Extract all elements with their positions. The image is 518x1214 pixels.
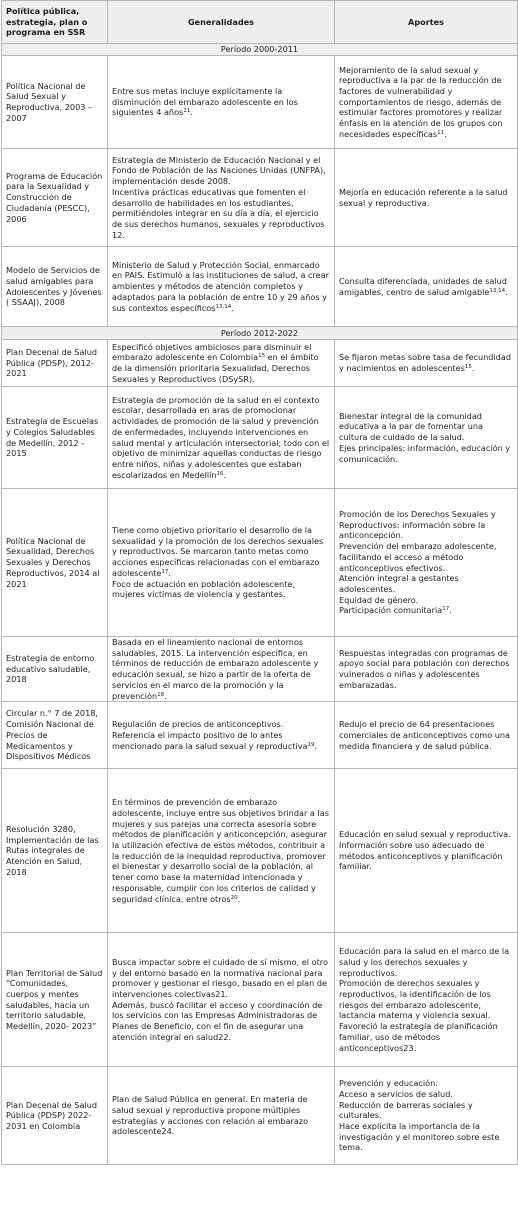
paragraph-text: Hace explícita la importancia de la investigación y el monitoreo sobre este tema.	[339, 1121, 500, 1153]
paragraph-text: Participación comunitaria	[339, 605, 443, 616]
cell-paragraph	[112, 86, 330, 118]
cell-paragraph	[339, 411, 513, 443]
generalidades-cell	[108, 933, 335, 1067]
table-row	[2, 702, 518, 769]
paragraph-text: Referencia el impacto positivo de lo antes mencionado para la salud sexual y reproductiva	[112, 729, 308, 751]
citation-superscript: 11	[437, 129, 445, 136]
generalidades-cell	[108, 637, 335, 702]
period-row	[2, 327, 518, 340]
paragraph-end: .	[444, 128, 447, 139]
paragraph-end: .	[231, 302, 234, 313]
paragraph-text: Se fijaron metas sobre tasa de fecundidad y nacimientos en adolescentes	[339, 352, 511, 373]
generalidades-cell	[108, 247, 335, 327]
table-header-row	[2, 1, 518, 44]
table-row	[2, 149, 518, 247]
citation-superscript: 18	[157, 691, 165, 698]
cell-paragraph	[339, 1021, 513, 1053]
cell-paragraph	[112, 525, 330, 579]
cell-paragraph	[339, 719, 513, 751]
paragraph-end: .	[223, 469, 227, 480]
paragraph-text: Bienestar integral de la comunidad educativa a la par de fomentar una cultura de cuidado de la salud.	[339, 410, 484, 443]
generalidades-cell	[108, 340, 335, 387]
cell-paragraph	[112, 260, 330, 314]
cell-paragraph	[112, 155, 330, 187]
paragraph-end: .	[237, 893, 241, 904]
paragraph-text: Foco de actuación en población adolescente, mujeres víctimas de violencia y gestantes.	[112, 578, 295, 600]
cell-paragraph	[112, 957, 330, 1000]
generalidades-cell	[108, 769, 335, 933]
aportes-cell	[335, 149, 518, 247]
paragraph-text: Mejoramiento de la salud sexual y reproductiva a la par de la reducción de factores de vulnerabilidad y comportamientos de riesgo, además de estimular factores promotores y realizar énfasis en la atención de los grupos con necesidades específicas	[339, 64, 503, 139]
policy-name-cell: Política Nacional de Sexualidad, Derechos Sexuales y Derechos Reproductivos, 2014 al 2021	[2, 489, 108, 637]
paragraph-text: Respuestas integradas con programas de apoyo social para población con derechos vulnerados o niñas y adolescentes embarazadas.	[339, 647, 510, 690]
cell-paragraph	[112, 637, 330, 701]
header-aportes: Aportes	[335, 1, 518, 44]
policy-name-cell: Estrategia de Escuelas y Colegios Saludables de Medellín, 2012 - 2015	[2, 387, 108, 489]
citation-superscript: 20	[230, 894, 238, 901]
table-row	[2, 933, 518, 1067]
table-row	[2, 387, 518, 489]
paragraph-text: Busca impactar sobre el cuidado de sí mismo, el otro y del entorno basado en la normativa nacional para promover y gestionar el riesgo, basado en el plan de intervenciones colectivas21.	[112, 956, 328, 1000]
generalidades-cell	[108, 702, 335, 769]
paragraph-text: Prevención y educación.	[339, 1078, 438, 1089]
paragraph-end: .	[314, 740, 318, 751]
citation-superscript: 17	[442, 606, 450, 613]
cell-paragraph	[112, 1000, 330, 1043]
policy-name-cell: Plan Territorial de Salud “Comunidades, cuerpos y mentes saludables, hacia un territorio saludable, Medellín, 2020- 2023”	[2, 933, 108, 1067]
citation-superscript: 17	[161, 568, 169, 575]
table-row	[2, 56, 518, 149]
paragraph-text: Consulta diferenciada, unidades de salud amigables, centro de salud amigable	[339, 275, 507, 297]
aportes-cell	[335, 1067, 518, 1165]
generalidades-cell	[108, 387, 335, 489]
paragraph-text: Regulación de precios de anticonceptivos.	[112, 719, 284, 730]
cell-paragraph	[339, 573, 513, 594]
aportes-cell	[335, 247, 518, 327]
paragraph-text: Estrategia de promoción de la salud en el contexto escolar, desarrollada en aras de promocionar actividades de promoción de la salud y prevención de enfermedades, incluyendo intervenciones en salud mental y articulación intersectorial; todo con el objetivo de minimizar aquellas conductas de riesgo entre niños, niñas y adolescentes que estaban escolarizados en Medellín	[112, 394, 330, 480]
policy-table	[1, 0, 518, 1165]
paragraph-text: Educación para la salud en el marco de la salud y los derechos sexuales y reproductivos.	[339, 946, 510, 978]
cell-paragraph	[339, 595, 513, 606]
paragraph-text: Acceso a servicios de salud.	[339, 1088, 453, 1099]
cell-paragraph	[339, 1089, 513, 1100]
paragraph-text: Reducción de barreras sociales y culturales.	[339, 1099, 473, 1121]
table-row	[2, 1067, 518, 1165]
period-row	[2, 44, 518, 56]
paragraph-text: Entre sus metas incluye explícitamente la disminución del embarazo adolescente en los siguientes 4 años	[112, 85, 298, 118]
citation-superscript: 11	[183, 108, 191, 115]
policy-name-cell: Plan Decenal de Salud Pública (PDSP), 2012-2021	[2, 340, 108, 387]
aportes-cell	[335, 56, 518, 149]
cell-paragraph	[339, 443, 513, 464]
policy-name-cell: Resolución 3280, Implementación de las Rutas integrales de Atención en Salud, 2018	[2, 769, 108, 933]
citation-superscript: 19	[307, 741, 315, 748]
paragraph-text: Basada en el lineamiento nacional de entornos saludables, 2015. La intervención específica, en términos de reducción de embarazo adolescente y educación sexual, se hizo a partir de la oferta de servicios en el marco de la promoción y la prevención	[112, 637, 319, 701]
cell-paragraph	[339, 946, 513, 978]
cell-paragraph	[339, 541, 513, 573]
paragraph-text: Tiene como objetivo prioritario el desarrollo de la sexualidad y la promoción de los derechos sexuales y reproductivos. Se marcaron tanto metas como acciones específicas relacionadas con el embarazo adolescente	[112, 525, 324, 578]
generalidades-cell	[108, 149, 335, 247]
cell-paragraph	[339, 840, 513, 872]
citation-superscript: 13,14	[489, 287, 506, 294]
citation-superscript: 16	[216, 470, 224, 477]
generalidades-cell	[108, 56, 335, 149]
paragraph-end: en el ámbito de la dimensión prioritaria Sexualidad, Derechos Sexuales y Reproductivos (DSySR).	[112, 352, 319, 384]
paragraph-text: Ministerio de Salud y Protección Social, enmarcado en PAIS. Estimuló a las instituciones de salud, a crear ambientes y métodos de atención completos y adaptados para la población de entre 10 y 29 años y sus contextos específicos	[112, 259, 329, 313]
table-row	[2, 247, 518, 327]
cell-paragraph	[112, 395, 330, 481]
cell-paragraph	[339, 352, 513, 373]
cell-paragraph	[112, 342, 330, 385]
period-label: Período 2012-2022	[2, 327, 518, 340]
cell-paragraph	[112, 187, 330, 241]
paragraph-text: Incentiva prácticas educativas que fomenten el desarrollo de habilidades en los estudiantes, permitiéndoles integrar en su día a día, el ejercicio de sus derechos humanos, sexuales y reproductivos 12.	[112, 186, 325, 240]
cell-paragraph	[112, 797, 330, 904]
paragraph-text: Además, buscó facilitar el acceso y coordinación de los servicios con las Empresas Administradoras de Planes de Beneficio, con el fin de asegurar una atención integral en salud22.	[112, 999, 323, 1042]
paragraph-text: Información sobre uso adecuado de métodos anticonceptivos y planificación familiar.	[339, 840, 503, 872]
policy-name-cell: Política Nacional de Salud Sexual y Reproductiva, 2003 – 2007	[2, 56, 108, 149]
paragraph-text: Educación en salud sexual y reproductiva.	[339, 829, 511, 840]
generalidades-cell	[108, 489, 335, 637]
paragraph-end: .	[164, 690, 167, 701]
cell-paragraph	[339, 276, 513, 297]
paragraph-text: Mejoría en educación referente a la salud sexual y reproductiva.	[339, 186, 508, 208]
aportes-cell	[335, 489, 518, 637]
aportes-cell	[335, 702, 518, 769]
cell-paragraph	[112, 579, 330, 600]
cell-paragraph	[339, 605, 513, 616]
aportes-cell	[335, 769, 518, 933]
cell-paragraph	[112, 730, 330, 751]
paragraph-text: En términos de prevención de embarazo adolescente, incluye entre sus objetivos brindar a las mujeres y sus parejas una correcta asesoría sobre métodos de planificación y anticoncepción, asegurar la utilización efectiva de estos métodos, contribuir a la reducción de la inequidad reproductiva, promover el bienestar y desarrollo social de la población, al tener como base la maternidad intencionada y responsable, cumplir con los criterios de calidad y seguridad clínica, entre otros	[112, 797, 329, 904]
citation-superscript: 15	[464, 364, 472, 370]
cell-paragraph	[339, 65, 513, 140]
paragraph-end: .	[449, 605, 452, 616]
paragraph-text: Especificó objetivos ambiciosos para disminuir el embarazo adolescente en Colombia	[112, 341, 312, 363]
generalidades-cell	[108, 1067, 335, 1165]
policy-name-cell: Estrategia de entorno educativo saludable, 2018	[2, 637, 108, 702]
paragraph-end: .	[505, 286, 508, 297]
citation-superscript: 13,14	[215, 303, 232, 310]
paragraph-text: Redujo el precio de 64 presentaciones comerciales de anticonceptivos como una medida financiera y de salud pública.	[339, 719, 511, 751]
paragraph-text: Atención integral a gestantes adolescentes.	[339, 573, 459, 594]
paragraph-text: Promoción de los Derechos Sexuales y Reproductivos: información sobre la anticoncepción.	[339, 508, 496, 541]
cell-paragraph	[112, 719, 330, 730]
table-row	[2, 340, 518, 387]
cell-paragraph	[339, 1078, 513, 1089]
paragraph-end: .	[190, 107, 193, 118]
cell-paragraph	[339, 829, 513, 840]
table-row	[2, 769, 518, 933]
paragraph-text: Prevención del embarazo adolescente, facilitando el acceso a método anticonceptivos efectivos.	[339, 541, 497, 573]
paragraph-end: .	[471, 363, 475, 373]
cell-paragraph	[112, 1094, 330, 1137]
cell-paragraph	[339, 978, 513, 1021]
table-row	[2, 637, 518, 702]
cell-paragraph	[339, 509, 513, 541]
paragraph-text: Promoción de derechos sexuales y reproductivos, la identificación de los riesgos del embarazo adolescente, lactancia materna y violencia sexual.	[339, 978, 491, 1021]
table-body	[2, 44, 518, 1165]
policy-name-cell: Programa de Educación para la Sexualidad y Construcción de Ciudadanía (PESCC), 2006	[2, 149, 108, 247]
aportes-cell	[335, 340, 518, 387]
paragraph-text: Ejes principales: información, educación y comunicación.	[339, 442, 511, 464]
header-policy: Política pública, estrategia, plan o programa en SSR	[2, 1, 108, 44]
cell-paragraph	[339, 1100, 513, 1121]
aportes-cell	[335, 933, 518, 1067]
policy-name-cell: Circular n.° 7 de 2018, Comisión Nacional de Precios de Medicamentos y Dispositivos Médicos	[2, 702, 108, 769]
cell-paragraph	[339, 648, 513, 691]
table-row	[2, 489, 518, 637]
policy-table-document	[1, 0, 517, 1165]
policy-name-cell: Plan Decenal de Salud Pública (PDSP) 2022-2031 en Colombia	[2, 1067, 108, 1165]
paragraph-text: Equidad de género.	[339, 594, 419, 605]
header-generalidades: Generalidades	[108, 1, 335, 44]
policy-name-cell: Modelo de Servicios de salud amigables para Adolescentes y Jóvenes ( SSAAJ), 2008	[2, 247, 108, 327]
paragraph-end: .	[168, 567, 171, 578]
aportes-cell	[335, 387, 518, 489]
period-label: Período 2000-2011	[2, 44, 518, 56]
citation-superscript: 15	[258, 353, 266, 360]
paragraph-text: Favoreció la estrategia de planificación familiar, uso de métodos anticonceptivos23.	[339, 1021, 498, 1053]
paragraph-text: Estrategia de Ministerio de Educación Nacional y el Fondo de Población de las Naciones Unidas (UNFPA), implementación desde 2008.	[112, 154, 326, 187]
paragraph-text: Plan de Salud Pública en general. En materia de salud sexual y reproductiva propone múltiples estrategias y acciones con relación al embarazo adolescente24.	[112, 1094, 309, 1137]
cell-paragraph	[339, 1121, 513, 1153]
cell-paragraph	[339, 187, 513, 208]
aportes-cell	[335, 637, 518, 702]
